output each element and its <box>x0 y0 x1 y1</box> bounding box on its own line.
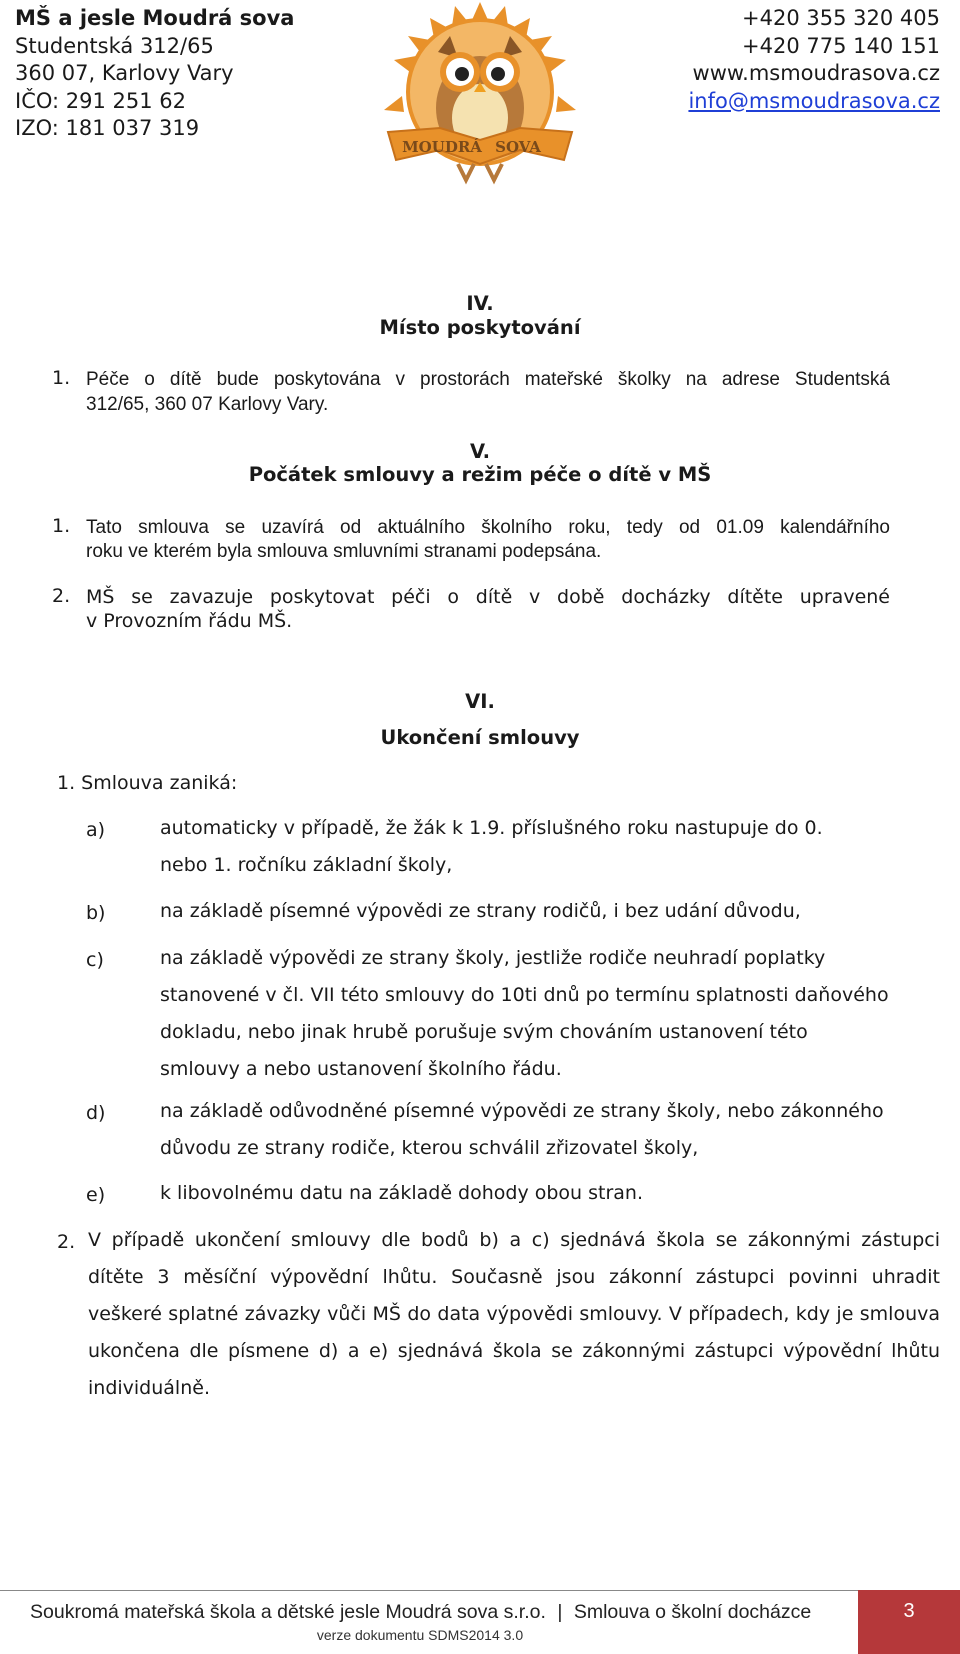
phone-2: +420 775 140 151 <box>742 33 940 58</box>
header-contact-right <box>688 5 940 115</box>
footer-divider <box>0 1590 960 1591</box>
footer-document-name: Smlouva o školní docházce <box>573 1601 812 1623</box>
section-4-item-1-line-2: 312/65, 360 07 Karlovy Vary. <box>86 394 329 415</box>
section-4-item-1-number: 1. <box>52 367 71 389</box>
section-5-item-1-line-1: Tato smlouva se uzavírá od aktuálního školního roku, tedy od 01.09 kalendářního <box>86 517 890 538</box>
list-letter-a: a) <box>86 819 106 841</box>
list-item-a: automaticky v případě, že žák k 1.9. příslušného roku nastupuje do 0. nebo 1. ročníku základní školy, <box>160 817 823 876</box>
section-6-title: Ukončení smlouvy <box>380 726 580 749</box>
logo-text-left: MOUDRÁ <box>402 138 482 156</box>
logo-text-right: SOVA <box>495 138 541 156</box>
section-6-number: VI. <box>465 690 495 713</box>
footer-title <box>30 1601 811 1624</box>
section-6-item-2-number: 2. <box>57 1231 76 1253</box>
section-6-item-2-text: V případě ukončení smlouvy dle bodů b) a c) sjednává škola se zákonnými zástupci dítěte 3 měsíční výpovědní lhůtu. Současně jsou zákonní zástupci povinni uhradit veškeré splatné závazky vůči MŠ do data výpovědi smlouvy. V případech, kdy je smlouva ukončena dle písmene d) a e) sjednává škola se zákonnými zástupci výpovědní lhůtu individuálně. <box>88 1229 940 1399</box>
footer-separator: | <box>557 1601 563 1623</box>
footer-version: verze dokumentu SDMS2014 3.0 <box>316 1627 524 1643</box>
section-4-number: IV. <box>466 292 494 315</box>
list-letter-b: b) <box>86 902 106 924</box>
phone-1: +420 355 320 405 <box>742 6 940 30</box>
section-5-number: V. <box>470 440 490 463</box>
page-number: 3 <box>903 1600 915 1622</box>
section-4-item-1-line-1: Péče o dítě bude poskytována v prostorách mateřské školky na adrese Studentská <box>86 369 890 390</box>
school-name: MŠ a jesle Moudrá sova <box>15 6 295 30</box>
school-street: Studentská 312/65 <box>15 33 214 58</box>
school-city: 360 07, Karlovy Vary <box>15 61 234 85</box>
section-5-item-1-number: 1. <box>52 515 71 537</box>
list-letter-e: e) <box>86 1184 106 1206</box>
school-izo: IZO: 181 037 319 <box>15 116 200 140</box>
owl-logo <box>380 0 580 196</box>
website-link[interactable]: www.msmoudrasova.cz <box>692 61 940 85</box>
section-5-item-2-line-2: v Provozním řádu MŠ. <box>86 610 293 632</box>
section-5-item-2-line-1: MŠ se zavazuje poskytovat péči o dítě v době docházky dítěte upravené <box>86 586 890 608</box>
email-link[interactable]: info@msmoudrasova.cz <box>688 88 940 113</box>
school-ico: IČO: 291 251 62 <box>15 88 187 113</box>
section-5-title: Počátek smlouvy a režim péče o dítě v MŠ <box>248 463 712 486</box>
list-item-c: na základě výpovědi ze strany školy, jestliže rodiče neuhradí poplatky stanovené v čl. VII této smlouvy do 10ti dnů po termínu splatnosti daňového dokladu, nebo jinak hrubě porušuje svým chováním ustanovení této smlouvy a nebo ustanovení školního řádu. <box>160 947 889 1080</box>
footer-company: Soukromá mateřská škola a dětské jesle Moudrá sova s.r.o. <box>30 1601 546 1623</box>
section-5-item-1-line-2: roku ve kterém byla smlouva smluvními stranami podepsána. <box>86 541 602 562</box>
list-item-b: na základě písemné výpovědi ze strany rodičů, i bez udání důvodu, <box>160 900 801 922</box>
list-letter-c: c) <box>86 949 104 971</box>
header-contact-left <box>15 5 294 143</box>
section-6-intro: 1. Smlouva zaniká: <box>57 772 238 794</box>
list-item-d: na základě odůvodněné písemné výpovědi ze strany školy, nebo zákonného důvodu ze strany rodiče, kterou schválil zřizovatel školy, <box>160 1100 884 1159</box>
list-item-e: k libovolnému datu na základě dohody obou stran. <box>160 1182 644 1204</box>
list-letter-d: d) <box>86 1102 106 1124</box>
section-4-title: Místo poskytování <box>379 316 581 339</box>
section-5-item-2-number: 2. <box>52 585 71 607</box>
